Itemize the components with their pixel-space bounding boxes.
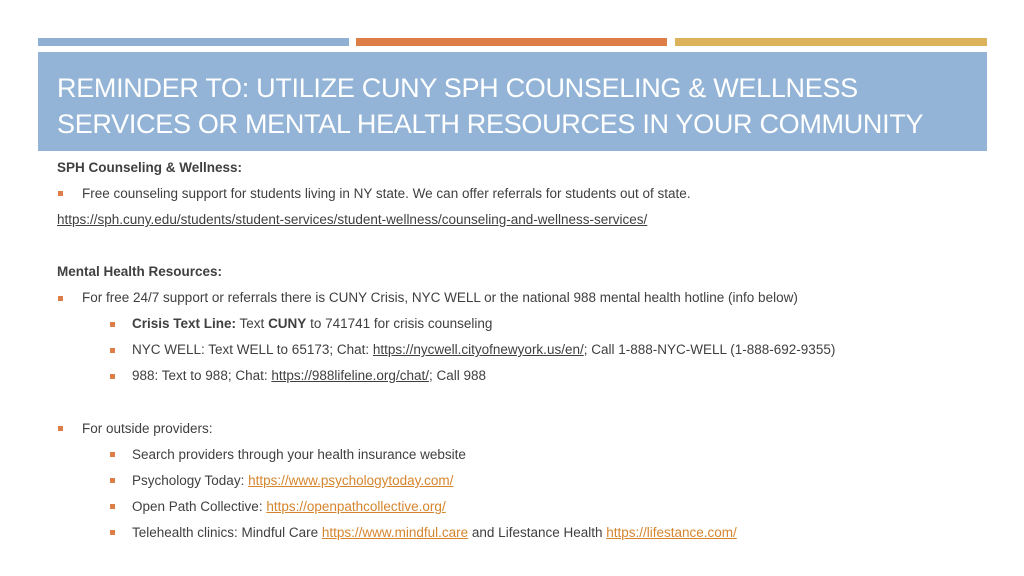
- nycwell-text-pre: NYC WELL: Text WELL to 65173; Chat:: [132, 342, 373, 357]
- lifeline-text-post: ; Call 988: [428, 368, 487, 383]
- accent-bar-orange: [356, 38, 667, 46]
- lifestance-link[interactable]: https://lifestance.com/: [606, 525, 737, 540]
- open-path-item: [132, 498, 446, 516]
- title-line-1: REMINDER TO: UTILIZE CUNY SPH COUNSELING & WELLNESS: [57, 73, 858, 103]
- sph-heading: SPH Counseling & Wellness:: [57, 160, 243, 175]
- sph-bullet-text: Free counseling support for students living in NY state. We can offer referrals for students out of state.: [82, 186, 691, 201]
- crisis-text-pre: Text: [236, 316, 269, 331]
- mental-health-heading: Mental Health Resources:: [57, 264, 223, 279]
- open-path-link[interactable]: https://openpathcollective.org/: [266, 499, 446, 514]
- nycwell-link[interactable]: https://nycwell.cityofnewyork.us/en/: [372, 342, 584, 357]
- mindful-care-link[interactable]: https://www.mindful.care: [321, 525, 469, 540]
- slide-title: [38, 52, 987, 151]
- telehealth-item: [132, 524, 737, 542]
- accent-bar-blue: [38, 38, 349, 46]
- sph-link-row: [57, 211, 647, 229]
- psychology-today-link[interactable]: https://www.psychologytoday.com/: [248, 473, 454, 488]
- lifeline-link[interactable]: https://988lifeline.org/chat/: [271, 368, 429, 383]
- psychology-today-item: [132, 472, 453, 490]
- crisis-label: Crisis Text Line:: [132, 316, 237, 331]
- sph-counseling-link[interactable]: https://sph.cuny.edu/students/student-services/student-wellness/counseling-and-wellness-services/: [57, 212, 648, 227]
- crisis-keyword: CUNY: [268, 316, 307, 331]
- bullet-icon: [58, 426, 63, 431]
- bullet-icon: [110, 348, 115, 353]
- telehealth-text-mid: and Lifestance Health: [468, 525, 607, 540]
- crisis-text-post: to 741741 for crisis counseling: [306, 316, 493, 331]
- insurance-item: Search providers through your health insurance website: [132, 447, 466, 462]
- bullet-icon: [58, 296, 63, 301]
- accent-bar-gold: [675, 38, 987, 46]
- outside-heading: For outside providers:: [82, 421, 213, 436]
- bullet-icon: [110, 530, 115, 535]
- bullet-icon: [110, 374, 115, 379]
- crisis-text-line-item: [132, 315, 492, 333]
- telehealth-text-pre: Telehealth clinics: Mindful Care: [132, 525, 322, 540]
- nycwell-item: [132, 341, 835, 359]
- mental-health-intro: For free 24/7 support or referrals there is CUNY Crisis, NYC WELL or the national 988 mental health hotline (info below): [82, 290, 798, 305]
- bullet-icon: [110, 452, 115, 457]
- lifeline-item: [132, 367, 486, 385]
- bullet-icon: [110, 478, 115, 483]
- bullet-icon: [110, 322, 115, 327]
- psychology-label: Psychology Today:: [132, 473, 249, 488]
- openpath-label: Open Path Collective:: [132, 499, 267, 514]
- bullet-icon: [58, 191, 63, 196]
- bullet-icon: [110, 504, 115, 509]
- title-line-2: SERVICES OR MENTAL HEALTH RESOURCES IN YOUR COMMUNITY: [57, 109, 924, 139]
- lifeline-text-pre: 988: Text to 988; Chat:: [132, 368, 272, 383]
- nycwell-text-post: ; Call 1-888-NYC-WELL (1-888-692-9355): [583, 342, 836, 357]
